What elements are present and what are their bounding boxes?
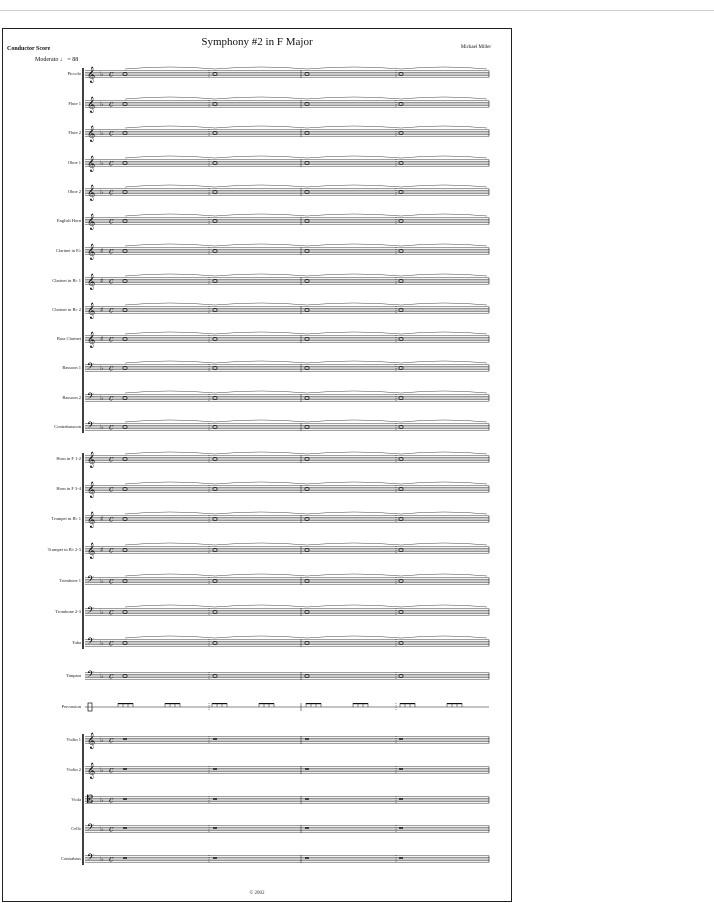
- slur-arc: [125, 332, 215, 334]
- slur-arc: [215, 391, 307, 393]
- slur-arc: [401, 97, 487, 99]
- instrument-label: Clarinet in B♭ 2: [52, 307, 81, 312]
- key-signature-icon: ♯: [100, 247, 104, 255]
- key-signature-icon: ♯: [100, 277, 104, 285]
- bass-clef-icon: 𝄢: [87, 420, 95, 433]
- whole-rest: [399, 857, 403, 858]
- whole-rest: [305, 738, 309, 739]
- whole-rest: [213, 798, 217, 799]
- instrument-label: Clarinet in B♭ 1: [52, 278, 81, 283]
- time-signature: c: [109, 484, 114, 494]
- key-signature-icon: ♭: [100, 188, 104, 196]
- slur-arc: [307, 244, 401, 246]
- instrument-label: English Horn: [56, 218, 81, 223]
- slur-arc: [125, 274, 215, 276]
- slur-arc: [401, 636, 487, 638]
- instrument-label: Viola: [71, 797, 81, 802]
- treble-clef-icon: 𝄞: [87, 482, 96, 498]
- time-signature: c: [109, 514, 114, 524]
- time-signature: c: [109, 765, 114, 775]
- slur-arc: [401, 156, 487, 158]
- slur-arc: [125, 574, 215, 576]
- time-signature: c: [109, 795, 114, 805]
- percussion-beam: [118, 703, 133, 704]
- instrument-label: Oboe 2: [67, 189, 81, 194]
- slur-arc: [215, 605, 307, 607]
- treble-clef-icon: 𝄞: [87, 733, 96, 749]
- instrument-label: Piccolo: [67, 71, 81, 76]
- treble-clef-icon: 𝄞: [87, 303, 96, 319]
- time-signature: c: [109, 638, 114, 648]
- percussion-beam: [400, 703, 415, 704]
- slur-arc: [215, 67, 307, 69]
- key-signature-icon: ♯: [100, 515, 104, 523]
- slur-arc: [401, 543, 487, 545]
- slur-arc: [125, 391, 215, 393]
- slur-arc: [307, 126, 401, 128]
- treble-clef-icon: 𝄞: [87, 543, 96, 559]
- key-signature-icon: ♭: [100, 639, 104, 647]
- treble-clef-icon: 𝄞: [87, 244, 96, 260]
- slur-arc: [401, 574, 487, 576]
- slur-arc: [401, 67, 487, 69]
- slur-arc: [125, 420, 215, 422]
- instrument-label: Horn in F 1-2: [56, 456, 81, 461]
- instrument-label: Flute 1: [68, 101, 81, 106]
- alto-clef-icon: 𝄡: [87, 793, 94, 806]
- whole-rest: [123, 857, 127, 858]
- instrument-label: Oboe 1: [67, 160, 81, 165]
- slur-arc: [215, 97, 307, 99]
- slur-arc: [125, 185, 215, 187]
- slur-arc: [401, 452, 487, 454]
- slur-arc: [215, 126, 307, 128]
- slur-arc: [401, 391, 487, 393]
- bass-clef-icon: 𝄢: [87, 605, 95, 618]
- instrument-label: Trumpet in B♭ 1: [51, 516, 81, 521]
- whole-rest: [123, 827, 127, 828]
- key-signature-icon: ♭: [100, 129, 104, 137]
- whole-rest: [123, 738, 127, 739]
- slur-arc: [401, 274, 487, 276]
- percussion-beam: [212, 703, 227, 704]
- key-signature-icon: ♭: [100, 423, 104, 431]
- bass-clef-icon: 𝄢: [87, 669, 95, 682]
- slur-arc: [401, 303, 487, 305]
- time-signature: c: [109, 854, 114, 864]
- slur-arc: [307, 361, 401, 363]
- treble-clef-icon: 𝄞: [87, 452, 96, 468]
- percussion-beam: [259, 703, 274, 704]
- treble-clef-icon: 𝄞: [87, 185, 96, 201]
- percussion-beam: [165, 703, 180, 704]
- whole-rest: [123, 798, 127, 799]
- slur-arc: [401, 244, 487, 246]
- time-signature: c: [109, 276, 114, 286]
- treble-clef-icon: 𝄞: [87, 97, 96, 113]
- time-signature: c: [109, 545, 114, 555]
- slur-arc: [125, 214, 215, 216]
- slur-arc: [215, 303, 307, 305]
- slur-arc: [215, 332, 307, 334]
- key-signature-icon: ♭: [100, 364, 104, 372]
- treble-clef-icon: 𝄞: [87, 763, 96, 779]
- key-signature-icon: ♭: [100, 855, 104, 863]
- time-signature: c: [109, 246, 114, 256]
- time-signature: c: [109, 128, 114, 138]
- slur-arc: [307, 452, 401, 454]
- whole-rest: [399, 768, 403, 769]
- slur-arc: [125, 97, 215, 99]
- slur-arc: [401, 185, 487, 187]
- instrument-label: Percussion: [61, 704, 81, 709]
- key-signature-icon: ♯: [100, 546, 104, 554]
- instrument-label: Timpani: [65, 673, 81, 678]
- key-signature-icon: ♭: [100, 394, 104, 402]
- whole-rest: [213, 738, 217, 739]
- instrument-label: Bassoon 2: [62, 395, 81, 400]
- tempo-marking: Moderato ♩ = 88: [35, 57, 79, 63]
- key-signature-icon: ♭: [100, 577, 104, 585]
- instrument-label: Contrabass: [61, 856, 81, 861]
- time-signature: c: [109, 363, 114, 373]
- instrument-label: Cello: [71, 826, 81, 831]
- time-signature: c: [109, 69, 114, 79]
- bass-clef-icon: 𝄢: [87, 822, 95, 835]
- slur-arc: [215, 482, 307, 484]
- treble-clef-icon: 𝄞: [87, 214, 96, 230]
- page-footer: © 2002: [249, 891, 265, 896]
- time-signature: c: [109, 454, 114, 464]
- slur-arc: [215, 574, 307, 576]
- key-signature-icon: ♭: [100, 825, 104, 833]
- key-signature-icon: ♯: [100, 335, 104, 343]
- slur-arc: [215, 361, 307, 363]
- composer-name: Michael Miller: [460, 45, 491, 50]
- whole-rest: [213, 768, 217, 769]
- slur-arc: [215, 512, 307, 514]
- key-signature-icon: ♭: [100, 766, 104, 774]
- instrument-label: Bassoon 1: [62, 365, 81, 370]
- slur-arc: [215, 543, 307, 545]
- top-rule: [0, 10, 714, 11]
- whole-rest: [305, 798, 309, 799]
- slur-arc: [125, 303, 215, 305]
- slur-arc: [125, 636, 215, 638]
- slur-arc: [401, 361, 487, 363]
- slur-arc: [215, 185, 307, 187]
- slur-arc: [307, 543, 401, 545]
- key-signature-icon: ♭: [100, 159, 104, 167]
- time-signature: c: [109, 824, 114, 834]
- slur-arc: [125, 512, 215, 514]
- key-signature-icon: ♭: [100, 100, 104, 108]
- slur-arc: [307, 332, 401, 334]
- slur-arc: [215, 420, 307, 422]
- instrument-label: Contrabassoon: [54, 424, 81, 429]
- instrument-label: Trombone 1: [59, 578, 81, 583]
- whole-rest: [399, 827, 403, 828]
- score-title: Symphony #2 in F Major: [201, 36, 313, 48]
- slur-arc: [215, 636, 307, 638]
- slur-arc: [307, 185, 401, 187]
- slur-arc: [307, 605, 401, 607]
- time-signature: c: [109, 576, 114, 586]
- bass-clef-icon: 𝄢: [87, 391, 95, 404]
- slur-arc: [215, 244, 307, 246]
- whole-rest: [213, 857, 217, 858]
- time-signature: c: [109, 216, 114, 226]
- treble-clef-icon: 𝄞: [87, 126, 96, 142]
- percussion-beam: [306, 703, 321, 704]
- slur-arc: [401, 482, 487, 484]
- whole-rest: [305, 857, 309, 858]
- slur-arc: [401, 332, 487, 334]
- slur-arc: [125, 244, 215, 246]
- time-signature: c: [109, 305, 114, 315]
- whole-rest: [399, 738, 403, 739]
- instrument-label: Trumpet in B♭ 2-3: [47, 547, 81, 552]
- instrument-label: Flute 2: [68, 130, 81, 135]
- treble-clef-icon: 𝄞: [87, 512, 96, 528]
- key-signature-icon: ♭: [100, 796, 104, 804]
- score-page: [2, 28, 512, 902]
- slur-arc: [125, 126, 215, 128]
- time-signature: c: [109, 158, 114, 168]
- key-signature-icon: ♭: [100, 70, 104, 78]
- slur-arc: [307, 156, 401, 158]
- slur-arc: [401, 605, 487, 607]
- instrument-label: Horn in F 3-4: [56, 486, 81, 491]
- slur-arc: [307, 574, 401, 576]
- whole-rest: [305, 768, 309, 769]
- treble-clef-icon: 𝄞: [87, 67, 96, 83]
- slur-arc: [307, 303, 401, 305]
- slur-arc: [215, 156, 307, 158]
- whole-rest: [123, 768, 127, 769]
- slur-arc: [215, 274, 307, 276]
- instrument-label: Clarinet in E♭: [55, 248, 81, 253]
- slur-arc: [307, 274, 401, 276]
- percussion-beam: [353, 703, 368, 704]
- bass-clef-icon: 𝄢: [87, 361, 95, 374]
- time-signature: c: [109, 187, 114, 197]
- slur-arc: [401, 214, 487, 216]
- treble-clef-icon: 𝄞: [87, 332, 96, 348]
- slur-arc: [125, 605, 215, 607]
- time-signature: c: [109, 607, 114, 617]
- slur-arc: [307, 67, 401, 69]
- score-staves: [3, 29, 511, 901]
- slur-arc: [125, 482, 215, 484]
- slur-arc: [401, 512, 487, 514]
- treble-clef-icon: 𝄞: [87, 156, 96, 172]
- slur-arc: [125, 156, 215, 158]
- key-signature-icon: ♭: [100, 672, 104, 680]
- time-signature: c: [109, 735, 114, 745]
- slur-arc: [125, 452, 215, 454]
- key-signature-icon: ♭: [100, 608, 104, 616]
- slur-arc: [307, 214, 401, 216]
- slur-arc: [125, 67, 215, 69]
- instrument-label: Trombone 2-3: [55, 609, 81, 614]
- percussion-beam: [447, 703, 462, 704]
- slur-arc: [307, 512, 401, 514]
- key-signature-icon: ♯: [100, 306, 104, 314]
- time-signature: c: [109, 422, 114, 432]
- bass-clef-icon: 𝄢: [87, 574, 95, 587]
- slur-arc: [401, 126, 487, 128]
- whole-rest: [213, 827, 217, 828]
- time-signature: c: [109, 99, 114, 109]
- instrument-label: Violin 2: [66, 767, 81, 772]
- bass-clef-icon: 𝄢: [87, 852, 95, 865]
- slur-arc: [307, 391, 401, 393]
- slur-arc: [307, 420, 401, 422]
- slur-arc: [307, 636, 401, 638]
- slur-arc: [401, 420, 487, 422]
- slur-arc: [307, 97, 401, 99]
- slur-arc: [215, 214, 307, 216]
- time-signature: c: [109, 334, 114, 344]
- whole-rest: [305, 827, 309, 828]
- slur-arc: [307, 482, 401, 484]
- whole-rest: [399, 798, 403, 799]
- slur-arc: [125, 543, 215, 545]
- slur-arc: [125, 361, 215, 363]
- time-signature: c: [109, 671, 114, 681]
- conductor-score-label: Conductor Score: [7, 46, 51, 52]
- instrument-label: Tuba: [71, 640, 81, 645]
- key-signature-icon: ♭: [100, 736, 104, 744]
- time-signature: c: [109, 393, 114, 403]
- bass-clef-icon: 𝄢: [87, 636, 95, 649]
- treble-clef-icon: 𝄞: [87, 274, 96, 290]
- slur-arc: [215, 452, 307, 454]
- instrument-label: Bass Clarinet: [56, 336, 81, 341]
- instrument-label: Violin 1: [66, 737, 81, 742]
